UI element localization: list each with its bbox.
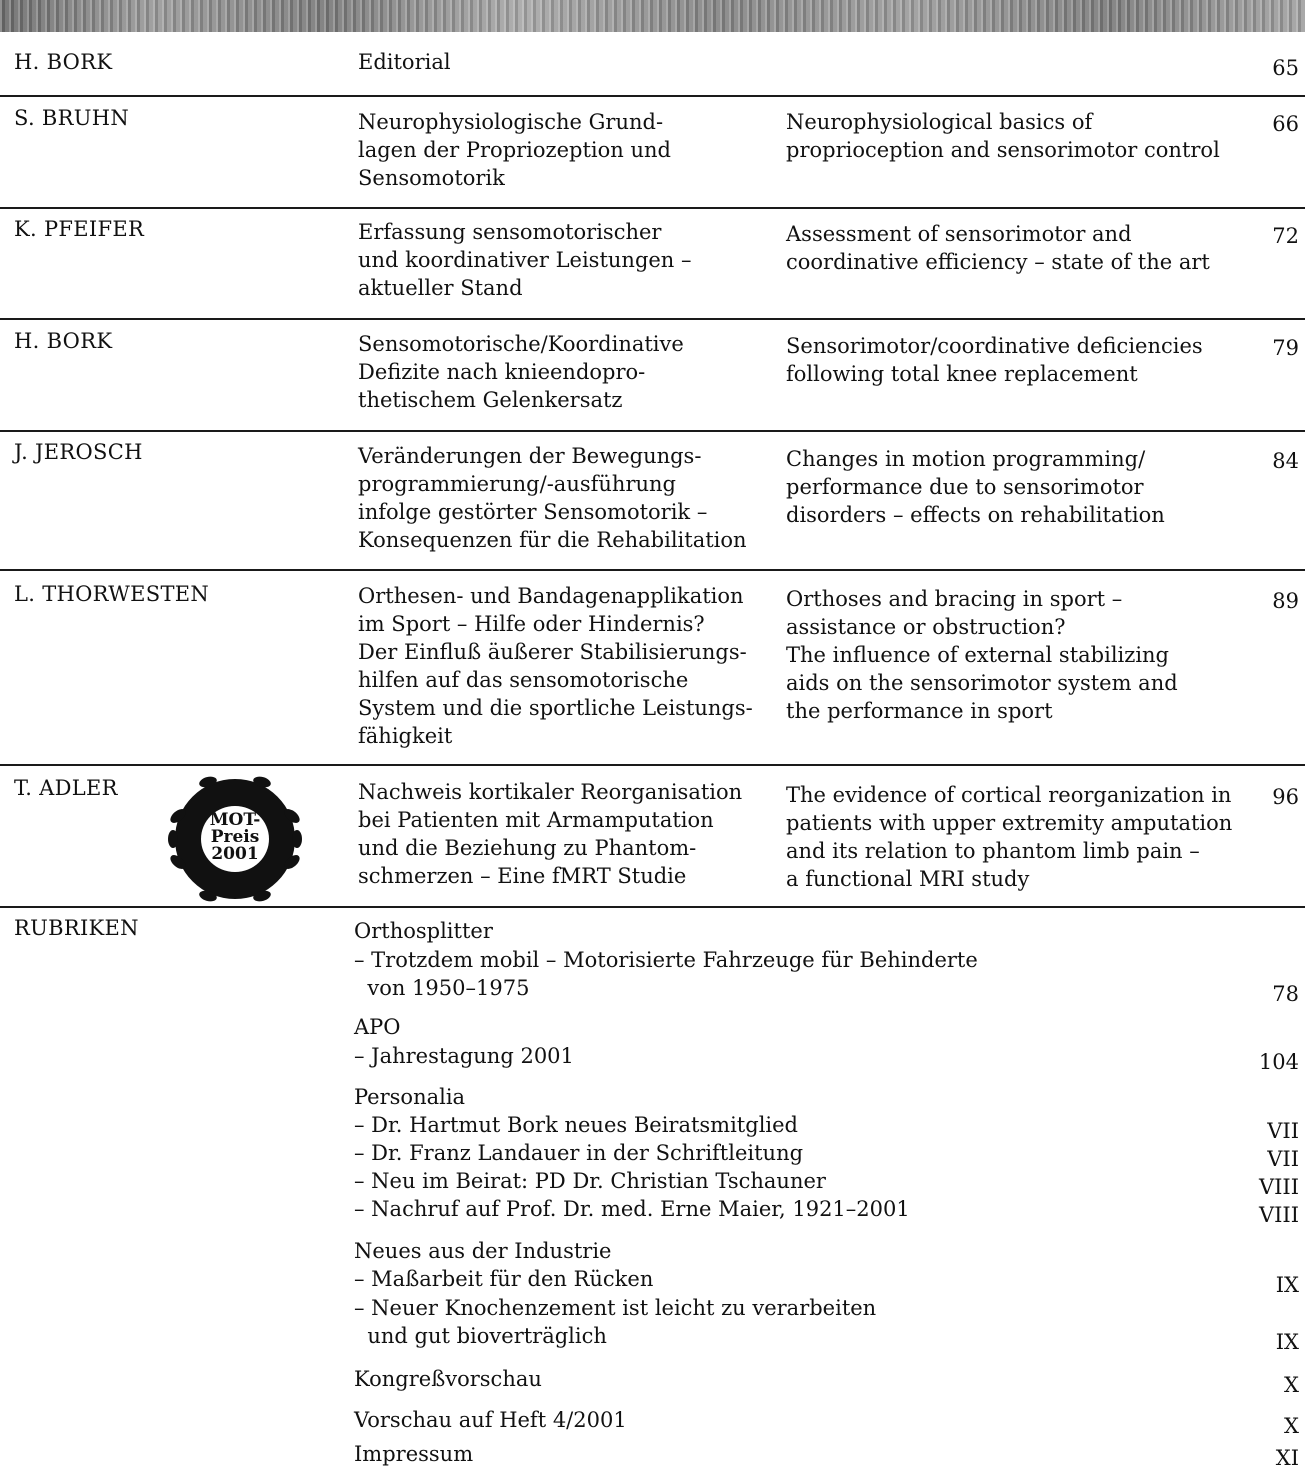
english-title-line: following total knee replacement bbox=[786, 362, 1138, 386]
english-title-line: The influence of external stabilizing bbox=[786, 643, 1170, 667]
german-title-line: Sensomotorische/Koordinative bbox=[358, 332, 684, 356]
page-number: 79 bbox=[1272, 336, 1299, 360]
rubrik-heading: Orthosplitter bbox=[354, 919, 493, 943]
rubrik-item: – Neu im Beirat: PD Dr. Christian Tschauner bbox=[354, 1169, 826, 1193]
badge-line: Preis bbox=[210, 827, 260, 847]
rubrik-item: – Neuer Knochenzement ist leicht zu verarbeiten bbox=[354, 1296, 877, 1320]
english-title-line: Changes in motion programming/ bbox=[786, 447, 1146, 471]
rubrik-item: – Nachruf auf Prof. Dr. med. Erne Maier, 1921–2001 bbox=[354, 1197, 910, 1221]
rubrik-item: – Trotzdem mobil – Motorisierte Fahrzeuge für Behinderte bbox=[354, 948, 978, 972]
english-title-line: a functional MRI study bbox=[786, 867, 1030, 891]
rubrik-item: – Dr. Hartmut Bork neues Beiratsmitglied bbox=[354, 1113, 798, 1137]
german-title-line: bei Patienten mit Armamputation bbox=[358, 808, 714, 832]
english-title-line: The evidence of cortical reorganization in bbox=[786, 783, 1232, 807]
rubrik-page: X bbox=[1284, 1373, 1299, 1397]
author: J. JEROSCH bbox=[14, 440, 143, 464]
rubrik-page: VIII bbox=[1258, 1203, 1299, 1227]
page-number: 66 bbox=[1272, 112, 1299, 136]
rubrik-page: VII bbox=[1267, 1147, 1299, 1171]
german-title-line: hilfen auf das sensomotorische bbox=[358, 668, 689, 692]
rubrik-page: IX bbox=[1275, 1273, 1299, 1297]
rubrik-item: von 1950–1975 bbox=[354, 976, 530, 1000]
divider bbox=[0, 207, 1305, 209]
german-title-line: programmierung/-ausführung bbox=[358, 472, 676, 496]
award-badge bbox=[168, 776, 302, 902]
rubriken-label: RUBRIKEN bbox=[14, 916, 139, 940]
page-number: 72 bbox=[1272, 224, 1299, 248]
author: L. THORWESTEN bbox=[14, 582, 210, 606]
divider bbox=[0, 764, 1305, 766]
german-title-line: aktueller Stand bbox=[358, 276, 523, 300]
german-title-line: im Sport – Hilfe oder Hindernis? bbox=[358, 612, 705, 636]
rubrik-item: – Jahrestagung 2001 bbox=[354, 1044, 574, 1068]
rubrik-item: – Maßarbeit für den Rücken bbox=[354, 1267, 654, 1291]
rubrik-heading: Neues aus der Industrie bbox=[354, 1239, 612, 1263]
rubrik-heading: Vorschau auf Heft 4/2001 bbox=[354, 1408, 627, 1432]
german-title-line: infolge gestörter Sensomotorik – bbox=[358, 500, 708, 524]
rubrik-item: – Dr. Franz Landauer in der Schriftleitung bbox=[354, 1141, 804, 1165]
rubrik-heading: Impressum bbox=[354, 1442, 474, 1466]
english-title-line: Assessment of sensorimotor and bbox=[786, 222, 1132, 246]
divider bbox=[0, 95, 1305, 97]
german-title-line: Der Einfluß äußerer Stabilisierungs- bbox=[358, 640, 747, 664]
rubrik-page: 104 bbox=[1258, 1050, 1299, 1074]
page-number: 89 bbox=[1272, 589, 1299, 613]
author: K. PFEIFER bbox=[14, 217, 145, 241]
german-title-line: thetischem Gelenkersatz bbox=[358, 388, 623, 412]
english-title-line: assistance or obstruction? bbox=[786, 615, 1066, 639]
german-title-line: Orthesen- und Bandagenapplikation bbox=[358, 584, 744, 608]
divider bbox=[0, 430, 1305, 432]
english-title-line: aids on the sensorimotor system and bbox=[786, 671, 1178, 695]
author: T. ADLER bbox=[14, 776, 118, 800]
author: H. BORK bbox=[14, 329, 113, 353]
english-title-line: patients with upper extremity amputation bbox=[786, 811, 1233, 835]
rubrik-page: XI bbox=[1275, 1446, 1299, 1470]
english-title-line: Sensorimotor/coordinative deficiencies bbox=[786, 334, 1203, 358]
english-title-line: coordinative efficiency – state of the art bbox=[786, 250, 1210, 274]
german-title-line: Erfassung sensomotorischer bbox=[358, 220, 662, 244]
english-title-line: proprioception and sensorimotor control bbox=[786, 138, 1220, 162]
rubrik-page: IX bbox=[1275, 1330, 1299, 1354]
divider bbox=[0, 906, 1305, 908]
english-title-line: and its relation to phantom limb pain – bbox=[786, 839, 1200, 863]
rubrik-page: X bbox=[1284, 1414, 1299, 1438]
divider bbox=[0, 318, 1305, 320]
rubrik-item: und gut bioverträglich bbox=[354, 1324, 607, 1348]
german-title-line: schmerzen – Eine fMRT Studie bbox=[358, 864, 687, 888]
author: S. BRUHN bbox=[14, 106, 130, 130]
german-title-line: fähigkeit bbox=[358, 724, 453, 748]
rubrik-page: VII bbox=[1267, 1119, 1299, 1143]
german-title-line: Defizite nach knieendopro- bbox=[358, 360, 646, 384]
german-title-line: Editorial bbox=[358, 50, 451, 74]
rubrik-heading: Personalia bbox=[354, 1085, 466, 1109]
german-title-line: lagen der Propriozeption und bbox=[358, 138, 671, 162]
rubrik-page: 78 bbox=[1272, 982, 1299, 1006]
german-title-line: und koordinativer Leistungen – bbox=[358, 248, 692, 272]
rubrik-page: VIII bbox=[1258, 1175, 1299, 1199]
page-number: 84 bbox=[1272, 449, 1299, 473]
badge-line: MOT- bbox=[209, 810, 261, 830]
english-title-line: performance due to sensorimotor bbox=[786, 475, 1144, 499]
german-title-line: System und die sportliche Leistungs- bbox=[358, 696, 753, 720]
german-title-line: Sensomotorik bbox=[358, 166, 505, 190]
divider bbox=[0, 569, 1305, 571]
german-title-line: Konsequenzen für die Rehabilitation bbox=[358, 528, 747, 552]
english-title-line: Neurophysiological basics of bbox=[786, 110, 1093, 134]
german-title-line: Neurophysiologische Grund- bbox=[358, 110, 664, 134]
badge-line: 2001 bbox=[211, 844, 259, 864]
english-title-line: disorders – effects on rehabilitation bbox=[786, 503, 1165, 527]
rubrik-heading: Kongreßvorschau bbox=[354, 1367, 542, 1391]
header-band bbox=[0, 0, 1305, 32]
author: H. BORK bbox=[14, 50, 113, 74]
german-title-line: Nachweis kortikaler Reorganisation bbox=[358, 780, 743, 804]
english-title-line: the performance in sport bbox=[786, 699, 1053, 723]
page-number: 65 bbox=[1272, 56, 1299, 80]
german-title-line: Veränderungen der Bewegungs- bbox=[358, 444, 702, 468]
german-title-line: und die Beziehung zu Phantom- bbox=[358, 836, 697, 860]
rubrik-heading: APO bbox=[354, 1015, 401, 1039]
english-title-line: Orthoses and bracing in sport – bbox=[786, 587, 1123, 611]
page-number: 96 bbox=[1272, 785, 1299, 809]
